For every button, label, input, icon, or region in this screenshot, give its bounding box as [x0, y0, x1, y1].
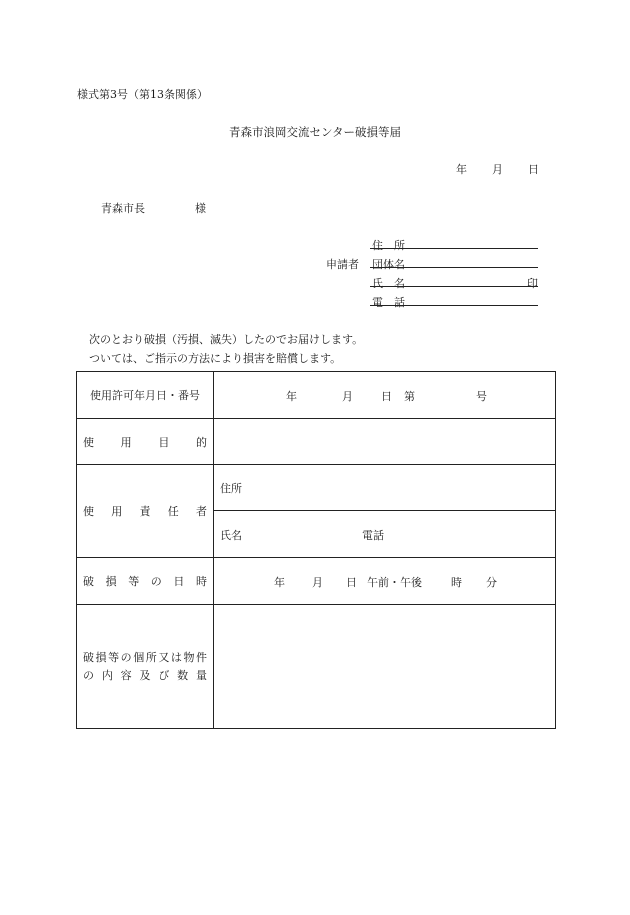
permit-year-label: 年 — [286, 390, 297, 403]
table-row-damage-details — [77, 605, 556, 729]
damage-datetime-cell[interactable] — [214, 558, 556, 605]
damage-datetime-label — [77, 558, 214, 605]
responsible-address-cell[interactable] — [214, 465, 556, 511]
table-row-datetime — [77, 558, 556, 605]
datetime-label-char: 等 — [128, 575, 140, 588]
date-year-label: 年 — [456, 163, 467, 176]
purpose-label — [77, 419, 214, 465]
responsible-label-char: 任 — [167, 505, 179, 518]
details-label-char: 及 — [139, 668, 151, 682]
permit-day-label: 日 — [381, 390, 392, 403]
datetime-label-char: 破 — [83, 575, 94, 588]
date-month-label: 月 — [492, 163, 503, 176]
purpose-label-char: 目 — [158, 435, 170, 449]
applicant-group-label: 団体名 — [372, 258, 405, 271]
applicant-address-field[interactable] — [370, 248, 538, 249]
table-row-purpose — [77, 419, 556, 465]
purpose-label-char: 的 — [195, 435, 207, 449]
permit-date-number-label — [77, 372, 214, 419]
permit-month-label: 月 — [342, 390, 353, 403]
details-label-char: の — [83, 668, 94, 682]
purpose-label-char: 用 — [120, 435, 132, 449]
damage-form-table — [76, 371, 556, 729]
details-label-char: 量 — [195, 668, 207, 682]
responsible-name-phone-cell[interactable] — [214, 511, 556, 558]
form-number: 様式第3号（第13条関係） — [77, 88, 208, 101]
applicant-address-label: 住 所 — [372, 239, 405, 252]
purpose-label-char: 使 — [83, 435, 94, 449]
datetime-label-char: 時 — [195, 575, 207, 588]
addressee: 青森市長 — [101, 202, 145, 215]
date-day-label: 日 — [528, 163, 539, 176]
damage-hour-label: 時 — [451, 576, 462, 589]
datetime-label-char: 損 — [105, 575, 117, 588]
purpose-cell[interactable] — [214, 419, 556, 465]
body-text-line2: ついては、ご指示の方法により損害を賠償します。 — [89, 352, 342, 365]
responsible-label-char: 用 — [111, 505, 123, 518]
seal-mark: 印 — [527, 277, 538, 290]
details-label-char: 数 — [177, 668, 189, 682]
damage-day-label: 日 — [346, 576, 357, 589]
applicant-name-field[interactable] — [370, 286, 538, 287]
applicant-phone-field[interactable] — [370, 305, 538, 306]
page-title: 青森市浪岡交流センター破損等届 — [228, 125, 402, 139]
responsible-person-label — [77, 465, 214, 558]
details-label-char: 内 — [101, 668, 113, 682]
permit-gou-label: 号 — [476, 390, 487, 403]
applicant-group-field[interactable] — [370, 267, 538, 268]
responsible-label-char: 使 — [83, 505, 94, 518]
damage-details-cell[interactable] — [214, 605, 556, 729]
damage-details-label-line1: 破損等の個所又は物件 — [83, 650, 207, 664]
responsible-label-char: 責 — [139, 505, 151, 518]
permit-dai-label: 第 — [404, 390, 415, 403]
permit-date-number-label-text: 使用許可年月日・番号 — [90, 389, 200, 402]
table-row-responsible-address — [77, 465, 556, 511]
damage-details-label — [77, 605, 214, 729]
applicant-phone-label: 電 話 — [372, 296, 405, 309]
applicant-label: 申請者 — [326, 258, 359, 271]
datetime-label-char: の — [150, 575, 162, 588]
damage-minute-label: 分 — [486, 576, 497, 589]
damage-year-label: 年 — [274, 576, 285, 589]
addressee-honorific: 様 — [195, 202, 206, 215]
datetime-label-char: 日 — [173, 575, 185, 588]
responsible-phone-label: 電話 — [362, 529, 384, 542]
responsible-label-char: 者 — [196, 505, 207, 518]
responsible-address-label: 住所 — [220, 481, 242, 495]
body-text-line1: 次のとおり破損（汚損、滅失）したのでお届けします。 — [89, 333, 364, 346]
applicant-name-label: 氏 名 — [372, 277, 405, 290]
table-row-permit — [77, 372, 556, 419]
details-label-char: 容 — [120, 668, 132, 682]
details-label-char: び — [158, 668, 170, 682]
responsible-name-label: 氏名 — [220, 529, 242, 542]
damage-ampm-label: 午前・午後 — [367, 576, 422, 589]
permit-date-number-cell[interactable] — [214, 372, 556, 419]
damage-month-label: 月 — [312, 576, 323, 589]
